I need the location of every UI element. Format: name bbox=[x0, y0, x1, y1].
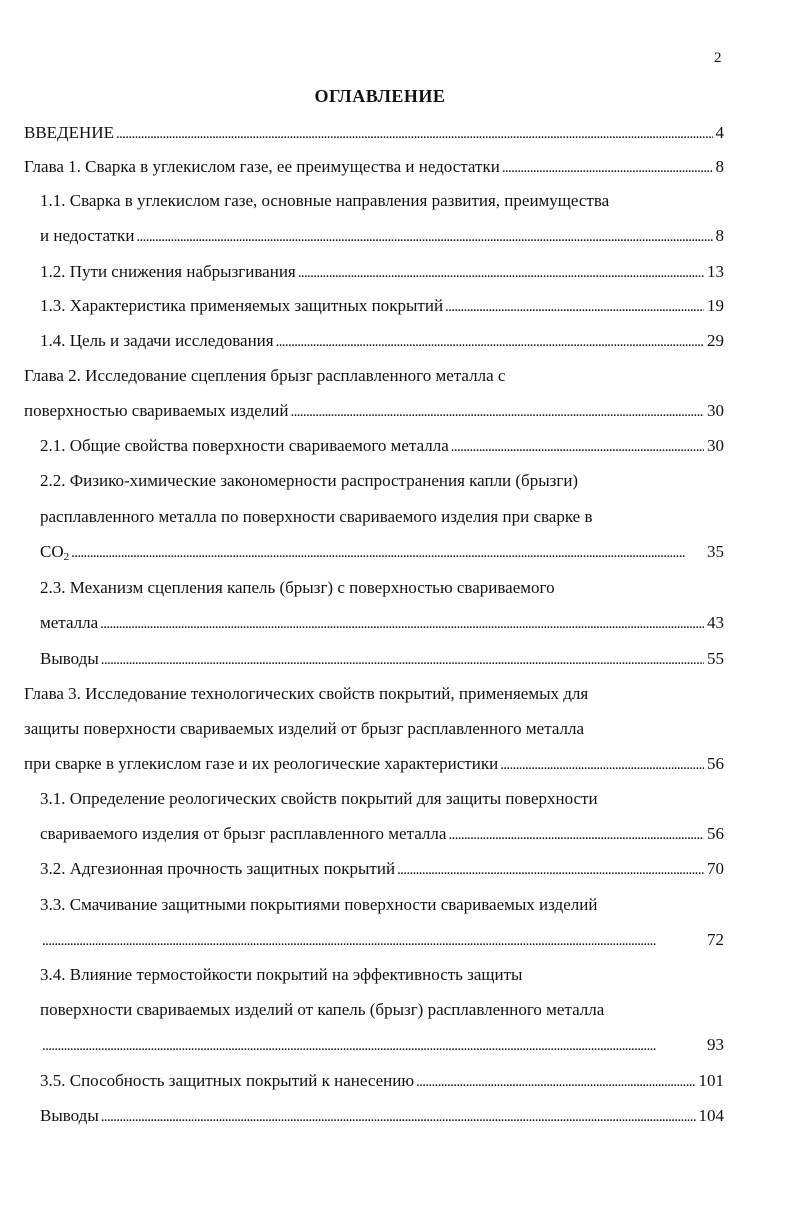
toc-entry-page: 30 bbox=[707, 436, 724, 455]
toc-entry-page: 35 bbox=[707, 542, 724, 561]
toc-entry-title: свариваемого изделия от брызг расплавленного металла bbox=[40, 824, 447, 843]
toc-entry-line: 3.1. Определение реологических свойств покрытий для защиты поверхности bbox=[40, 789, 598, 808]
dot-leader bbox=[101, 646, 704, 673]
dot-leader bbox=[101, 1103, 696, 1130]
toc-entry-page: 56 bbox=[707, 824, 724, 843]
dot-leader bbox=[298, 259, 704, 286]
toc-entry bbox=[40, 646, 724, 672]
toc-entry-title: Выводы bbox=[40, 1106, 99, 1125]
toc-entry-line: Глава 3. Исследование технологических свойств покрытий, применяемых для bbox=[24, 684, 589, 703]
toc-entry-line: поверхности свариваемых изделий от капель (брызг) расплавленного металла bbox=[40, 1000, 605, 1019]
toc-entry-page: 70 bbox=[707, 859, 724, 878]
toc-entry-page: 29 bbox=[707, 331, 724, 350]
toc-entry bbox=[40, 610, 724, 636]
toc-entry bbox=[40, 433, 724, 459]
toc-entry-title: и недостатки bbox=[40, 226, 135, 245]
toc-entry-page: 8 bbox=[715, 157, 724, 176]
dot-leader bbox=[136, 223, 712, 250]
toc-entry bbox=[40, 539, 724, 565]
toc-entry-title: Глава 1. Сварка в углекислом газе, ее преимущества и недостатки bbox=[24, 157, 500, 176]
toc-entry-line: Глава 2. Исследование сцепления брызг расплавленного металла с bbox=[24, 366, 506, 385]
subscript: 2 bbox=[63, 551, 70, 563]
toc-entry-page: 8 bbox=[715, 226, 724, 245]
toc-entry-title: 1.3. Характеристика применяемых защитных покрытий bbox=[40, 296, 444, 315]
toc-entry bbox=[40, 1103, 724, 1129]
toc-entry-title: поверхностью свариваемых изделий bbox=[24, 401, 289, 420]
toc-entry bbox=[40, 223, 724, 249]
dot-leader bbox=[416, 1068, 695, 1095]
toc-entry-line: 2.2. Физико-химические закономерности распространения капли (брызги) bbox=[40, 471, 579, 490]
toc-entry bbox=[24, 154, 724, 180]
dot-leader bbox=[445, 293, 704, 320]
toc-entry-line: защиты поверхности свариваемых изделий от брызг расплавленного металла bbox=[24, 719, 585, 738]
toc-entry-line: 1.1. Сварка в углекислом газе, основные направления развития, преимущества bbox=[40, 191, 610, 210]
toc-entry bbox=[24, 751, 724, 777]
toc-entry-page: 93 bbox=[707, 1035, 724, 1054]
toc-entry bbox=[40, 856, 724, 882]
toc-entry bbox=[40, 328, 724, 354]
dot-leader bbox=[71, 539, 704, 566]
dot-leader bbox=[116, 120, 713, 147]
toc-entry bbox=[40, 1068, 724, 1094]
dot-leader bbox=[451, 433, 704, 460]
toc-entry-title: 1.2. Пути снижения набрызгивания bbox=[40, 262, 296, 281]
toc-entry-title: 2.1. Общие свойства поверхности свариваемого металла bbox=[40, 436, 449, 455]
toc-entry bbox=[40, 821, 724, 847]
toc-entry-page: 104 bbox=[698, 1106, 724, 1125]
toc-entry-title bbox=[40, 539, 71, 565]
dot-leader bbox=[42, 927, 704, 954]
toc-entry-page: 30 bbox=[707, 401, 724, 420]
toc-entry-page: 4 bbox=[715, 123, 724, 142]
toc-entry-title: 3.5. Способность защитных покрытий к нанесению bbox=[40, 1071, 415, 1090]
toc-entry-page: 56 bbox=[707, 754, 724, 773]
page-number: 2 bbox=[714, 50, 722, 66]
toc-entry-title: ВВЕДЕНИЕ bbox=[24, 123, 114, 142]
dot-leader bbox=[502, 154, 713, 181]
toc-entry-title: 3.2. Адгезионная прочность защитных покрытий bbox=[40, 859, 396, 878]
toc-entry-title: 1.4. Цель и задачи исследования bbox=[40, 331, 274, 350]
toc-entry-line: 3.4. Влияние термостойкости покрытий на эффективность защиты bbox=[40, 965, 523, 984]
toc-entry-page: 101 bbox=[698, 1071, 724, 1090]
dot-leader bbox=[290, 398, 704, 425]
toc-entry-line: 3.3. Смачивание защитными покрытиями поверхности свариваемых изделий bbox=[40, 895, 598, 914]
page-title: ОГЛАВЛЕНИЕ bbox=[314, 86, 446, 106]
toc-entry-page: 72 bbox=[707, 930, 724, 949]
dot-leader bbox=[276, 328, 704, 355]
toc-entry bbox=[40, 1032, 724, 1058]
toc-entry-line: расплавленного металла по поверхности свариваемого изделия при сварке в bbox=[40, 507, 593, 526]
toc-entry-title: металла bbox=[40, 613, 99, 632]
dot-leader bbox=[448, 821, 704, 848]
dot-leader bbox=[42, 1032, 704, 1059]
toc-entry-title: Выводы bbox=[40, 649, 99, 668]
toc-entry-page: 43 bbox=[707, 613, 724, 632]
co2-formula: CO bbox=[40, 542, 64, 561]
toc-entry bbox=[40, 259, 724, 285]
toc-entry-title: при сварке в углекислом газе и их реологические характеристики bbox=[24, 754, 499, 773]
dot-leader bbox=[500, 751, 704, 778]
toc-entry bbox=[24, 398, 724, 424]
toc-entry-line: 2.3. Механизм сцепления капель (брызг) с поверхностью свариваемого bbox=[40, 578, 555, 597]
toc-entry bbox=[40, 293, 724, 319]
dot-leader bbox=[397, 856, 704, 883]
toc-entry bbox=[40, 927, 724, 953]
dot-leader bbox=[100, 610, 704, 637]
toc-entry-page: 55 bbox=[707, 649, 724, 668]
toc-entry-page: 13 bbox=[707, 262, 724, 281]
toc-entry-page: 19 bbox=[707, 296, 724, 315]
toc-entry bbox=[24, 120, 724, 146]
